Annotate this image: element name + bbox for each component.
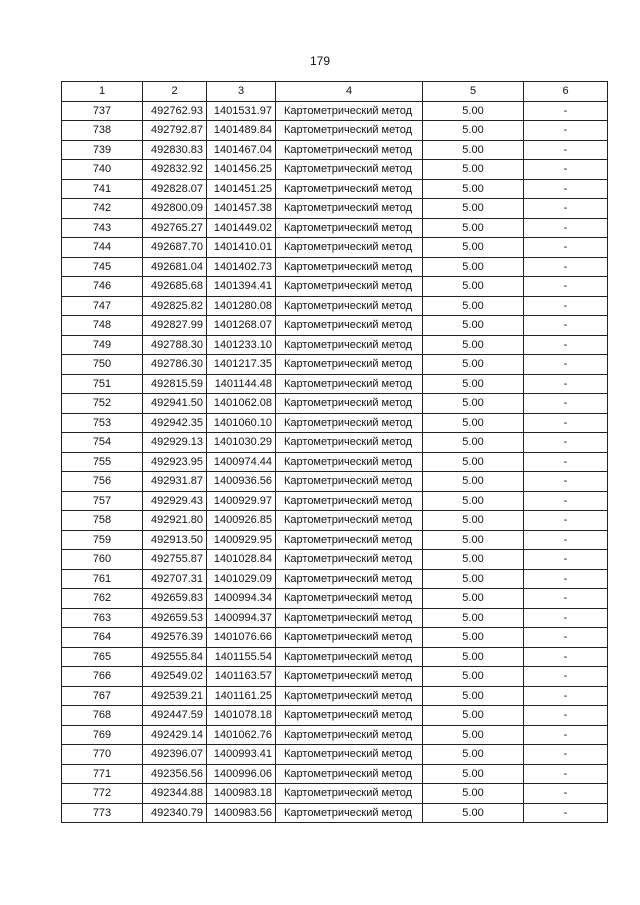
x-coordinate-cell: 492832.92 [143, 160, 207, 180]
table-row [62, 101, 608, 121]
note-cell: - [524, 238, 608, 258]
method-cell: Картометрический метод [276, 706, 423, 726]
y-coordinate-cell: 1400994.34 [207, 589, 276, 609]
x-coordinate-cell: 492762.93 [143, 101, 207, 121]
x-coordinate-cell: 492539.21 [143, 686, 207, 706]
table-row [62, 511, 608, 531]
accuracy-cell: 5.00 [423, 160, 524, 180]
table-row [62, 433, 608, 453]
method-cell: Картометрический метод [276, 316, 423, 336]
accuracy-cell: 5.00 [423, 257, 524, 277]
point-number-cell: 743 [62, 218, 143, 238]
table-row [62, 803, 608, 823]
y-coordinate-cell: 1401457.38 [207, 199, 276, 219]
table-row [62, 355, 608, 375]
coordinates-table [61, 81, 608, 823]
note-cell: - [524, 296, 608, 316]
note-cell: - [524, 355, 608, 375]
note-cell: - [524, 101, 608, 121]
point-number-cell: 769 [62, 725, 143, 745]
header-row [62, 82, 608, 102]
x-coordinate-cell: 492942.35 [143, 413, 207, 433]
point-number-cell: 753 [62, 413, 143, 433]
method-cell: Картометрический метод [276, 160, 423, 180]
y-coordinate-cell: 1401144.48 [207, 374, 276, 394]
note-cell: - [524, 608, 608, 628]
table-row [62, 335, 608, 355]
table-row [62, 316, 608, 336]
x-coordinate-cell: 492828.07 [143, 179, 207, 199]
point-number-cell: 738 [62, 121, 143, 141]
method-cell: Картометрический метод [276, 686, 423, 706]
point-number-cell: 737 [62, 101, 143, 121]
note-cell: - [524, 686, 608, 706]
x-coordinate-cell: 492681.04 [143, 257, 207, 277]
y-coordinate-cell: 1401394.41 [207, 277, 276, 297]
method-cell: Картометрический метод [276, 530, 423, 550]
accuracy-cell: 5.00 [423, 784, 524, 804]
table-row [62, 472, 608, 492]
x-coordinate-cell: 492765.27 [143, 218, 207, 238]
accuracy-cell: 5.00 [423, 316, 524, 336]
method-cell: Картометрический метод [276, 374, 423, 394]
method-cell: Картометрический метод [276, 803, 423, 823]
point-number-cell: 740 [62, 160, 143, 180]
method-cell: Картометрический метод [276, 101, 423, 121]
method-cell: Картометрический метод [276, 589, 423, 609]
accuracy-cell: 5.00 [423, 667, 524, 687]
table-row [62, 686, 608, 706]
note-cell: - [524, 803, 608, 823]
note-cell: - [524, 160, 608, 180]
accuracy-cell: 5.00 [423, 218, 524, 238]
method-cell: Картометрический метод [276, 335, 423, 355]
x-coordinate-cell: 492786.30 [143, 355, 207, 375]
table-row [62, 218, 608, 238]
note-cell: - [524, 725, 608, 745]
table-row [62, 491, 608, 511]
note-cell: - [524, 199, 608, 219]
point-number-cell: 756 [62, 472, 143, 492]
note-cell: - [524, 511, 608, 531]
point-number-cell: 755 [62, 452, 143, 472]
method-cell: Картометрический метод [276, 394, 423, 414]
note-cell: - [524, 316, 608, 336]
y-coordinate-cell: 1401155.54 [207, 647, 276, 667]
point-number-cell: 757 [62, 491, 143, 511]
accuracy-cell: 5.00 [423, 140, 524, 160]
note-cell: - [524, 628, 608, 648]
table-row [62, 589, 608, 609]
accuracy-cell: 5.00 [423, 355, 524, 375]
table-row [62, 179, 608, 199]
point-number-cell: 765 [62, 647, 143, 667]
page-number: 179 [309, 54, 331, 68]
x-coordinate-cell: 492913.50 [143, 530, 207, 550]
accuracy-cell: 5.00 [423, 803, 524, 823]
y-coordinate-cell: 1400929.97 [207, 491, 276, 511]
y-coordinate-cell: 1401456.25 [207, 160, 276, 180]
column-header-4: 4 [276, 82, 423, 102]
note-cell: - [524, 374, 608, 394]
note-cell: - [524, 569, 608, 589]
accuracy-cell: 5.00 [423, 179, 524, 199]
table-row [62, 647, 608, 667]
method-cell: Картометрический метод [276, 491, 423, 511]
y-coordinate-cell: 1401217.35 [207, 355, 276, 375]
method-cell: Картометрический метод [276, 745, 423, 765]
accuracy-cell: 5.00 [423, 121, 524, 141]
y-coordinate-cell: 1400929.95 [207, 530, 276, 550]
note-cell: - [524, 452, 608, 472]
table-row [62, 550, 608, 570]
table-row [62, 257, 608, 277]
method-cell: Картометрический метод [276, 296, 423, 316]
method-cell: Картометрический метод [276, 569, 423, 589]
x-coordinate-cell: 492659.83 [143, 589, 207, 609]
accuracy-cell: 5.00 [423, 745, 524, 765]
accuracy-cell: 5.00 [423, 101, 524, 121]
y-coordinate-cell: 1401402.73 [207, 257, 276, 277]
table-row [62, 296, 608, 316]
table-row [62, 667, 608, 687]
method-cell: Картометрический метод [276, 628, 423, 648]
column-header-6: 6 [524, 82, 608, 102]
method-cell: Картометрический метод [276, 667, 423, 687]
table-row [62, 199, 608, 219]
accuracy-cell: 5.00 [423, 725, 524, 745]
method-cell: Картометрический метод [276, 725, 423, 745]
table-row [62, 706, 608, 726]
y-coordinate-cell: 1401078.18 [207, 706, 276, 726]
accuracy-cell: 5.00 [423, 472, 524, 492]
y-coordinate-cell: 1401449.02 [207, 218, 276, 238]
point-number-cell: 748 [62, 316, 143, 336]
y-coordinate-cell: 1400996.06 [207, 764, 276, 784]
note-cell: - [524, 121, 608, 141]
accuracy-cell: 5.00 [423, 491, 524, 511]
point-number-cell: 761 [62, 569, 143, 589]
method-cell: Картометрический метод [276, 121, 423, 141]
point-number-cell: 750 [62, 355, 143, 375]
x-coordinate-cell: 492931.87 [143, 472, 207, 492]
x-coordinate-cell: 492447.59 [143, 706, 207, 726]
table-row [62, 784, 608, 804]
y-coordinate-cell: 1401062.76 [207, 725, 276, 745]
column-header-2: 2 [143, 82, 207, 102]
x-coordinate-cell: 492792.87 [143, 121, 207, 141]
y-coordinate-cell: 1400974.44 [207, 452, 276, 472]
note-cell: - [524, 472, 608, 492]
point-number-cell: 745 [62, 257, 143, 277]
point-number-cell: 762 [62, 589, 143, 609]
point-number-cell: 758 [62, 511, 143, 531]
y-coordinate-cell: 1401163.57 [207, 667, 276, 687]
method-cell: Картометрический метод [276, 433, 423, 453]
y-coordinate-cell: 1400926.85 [207, 511, 276, 531]
point-number-cell: 770 [62, 745, 143, 765]
accuracy-cell: 5.00 [423, 706, 524, 726]
x-coordinate-cell: 492755.87 [143, 550, 207, 570]
x-coordinate-cell: 492576.39 [143, 628, 207, 648]
method-cell: Картометрический метод [276, 218, 423, 238]
method-cell: Картометрический метод [276, 140, 423, 160]
accuracy-cell: 5.00 [423, 433, 524, 453]
table-row [62, 530, 608, 550]
table-row [62, 764, 608, 784]
point-number-cell: 763 [62, 608, 143, 628]
note-cell: - [524, 335, 608, 355]
note-cell: - [524, 218, 608, 238]
note-cell: - [524, 764, 608, 784]
point-number-cell: 764 [62, 628, 143, 648]
table-body [62, 101, 608, 823]
accuracy-cell: 5.00 [423, 530, 524, 550]
point-number-cell: 760 [62, 550, 143, 570]
point-number-cell: 742 [62, 199, 143, 219]
accuracy-cell: 5.00 [423, 374, 524, 394]
accuracy-cell: 5.00 [423, 511, 524, 531]
y-coordinate-cell: 1401060.10 [207, 413, 276, 433]
note-cell: - [524, 257, 608, 277]
method-cell: Картометрический метод [276, 257, 423, 277]
accuracy-cell: 5.00 [423, 394, 524, 414]
column-header-1: 1 [62, 82, 143, 102]
method-cell: Картометрический метод [276, 511, 423, 531]
y-coordinate-cell: 1401531.97 [207, 101, 276, 121]
y-coordinate-cell: 1401233.10 [207, 335, 276, 355]
x-coordinate-cell: 492929.13 [143, 433, 207, 453]
method-cell: Картометрический метод [276, 647, 423, 667]
point-number-cell: 767 [62, 686, 143, 706]
x-coordinate-cell: 492687.70 [143, 238, 207, 258]
x-coordinate-cell: 492815.59 [143, 374, 207, 394]
x-coordinate-cell: 492396.07 [143, 745, 207, 765]
note-cell: - [524, 550, 608, 570]
x-coordinate-cell: 492941.50 [143, 394, 207, 414]
x-coordinate-cell: 492344.88 [143, 784, 207, 804]
x-coordinate-cell: 492707.31 [143, 569, 207, 589]
note-cell: - [524, 413, 608, 433]
method-cell: Картометрический метод [276, 608, 423, 628]
method-cell: Картометрический метод [276, 355, 423, 375]
note-cell: - [524, 784, 608, 804]
y-coordinate-cell: 1401489.84 [207, 121, 276, 141]
method-cell: Картометрический метод [276, 179, 423, 199]
method-cell: Картометрический метод [276, 199, 423, 219]
point-number-cell: 771 [62, 764, 143, 784]
point-number-cell: 744 [62, 238, 143, 258]
y-coordinate-cell: 1401028.84 [207, 550, 276, 570]
accuracy-cell: 5.00 [423, 199, 524, 219]
y-coordinate-cell: 1401467.04 [207, 140, 276, 160]
x-coordinate-cell: 492549.02 [143, 667, 207, 687]
point-number-cell: 759 [62, 530, 143, 550]
x-coordinate-cell: 492830.83 [143, 140, 207, 160]
note-cell: - [524, 394, 608, 414]
note-cell: - [524, 140, 608, 160]
y-coordinate-cell: 1400936.56 [207, 472, 276, 492]
method-cell: Картометрический метод [276, 472, 423, 492]
note-cell: - [524, 706, 608, 726]
accuracy-cell: 5.00 [423, 647, 524, 667]
point-number-cell: 773 [62, 803, 143, 823]
x-coordinate-cell: 492356.56 [143, 764, 207, 784]
y-coordinate-cell: 1400993.41 [207, 745, 276, 765]
table-row [62, 277, 608, 297]
method-cell: Картометрический метод [276, 277, 423, 297]
point-number-cell: 741 [62, 179, 143, 199]
x-coordinate-cell: 492555.84 [143, 647, 207, 667]
table-row [62, 569, 608, 589]
x-coordinate-cell: 492800.09 [143, 199, 207, 219]
y-coordinate-cell: 1401029.09 [207, 569, 276, 589]
x-coordinate-cell: 492429.14 [143, 725, 207, 745]
table-row [62, 725, 608, 745]
table-row [62, 160, 608, 180]
note-cell: - [524, 667, 608, 687]
note-cell: - [524, 647, 608, 667]
y-coordinate-cell: 1401280.08 [207, 296, 276, 316]
point-number-cell: 752 [62, 394, 143, 414]
accuracy-cell: 5.00 [423, 608, 524, 628]
x-coordinate-cell: 492788.30 [143, 335, 207, 355]
accuracy-cell: 5.00 [423, 764, 524, 784]
x-coordinate-cell: 492827.99 [143, 316, 207, 336]
accuracy-cell: 5.00 [423, 238, 524, 258]
table-row [62, 745, 608, 765]
accuracy-cell: 5.00 [423, 296, 524, 316]
table-header [62, 82, 608, 102]
method-cell: Картометрический метод [276, 784, 423, 804]
accuracy-cell: 5.00 [423, 277, 524, 297]
y-coordinate-cell: 1401268.07 [207, 316, 276, 336]
accuracy-cell: 5.00 [423, 589, 524, 609]
point-number-cell: 747 [62, 296, 143, 316]
y-coordinate-cell: 1401451.25 [207, 179, 276, 199]
x-coordinate-cell: 492659.53 [143, 608, 207, 628]
point-number-cell: 768 [62, 706, 143, 726]
x-coordinate-cell: 492923.95 [143, 452, 207, 472]
note-cell: - [524, 745, 608, 765]
table-row [62, 413, 608, 433]
table-row [62, 628, 608, 648]
point-number-cell: 751 [62, 374, 143, 394]
column-header-5: 5 [423, 82, 524, 102]
y-coordinate-cell: 1401030.29 [207, 433, 276, 453]
table-row [62, 452, 608, 472]
x-coordinate-cell: 492825.82 [143, 296, 207, 316]
table-row [62, 374, 608, 394]
y-coordinate-cell: 1401076.66 [207, 628, 276, 648]
y-coordinate-cell: 1401161.25 [207, 686, 276, 706]
accuracy-cell: 5.00 [423, 550, 524, 570]
note-cell: - [524, 530, 608, 550]
column-header-3: 3 [207, 82, 276, 102]
y-coordinate-cell: 1400994.37 [207, 608, 276, 628]
point-number-cell: 746 [62, 277, 143, 297]
accuracy-cell: 5.00 [423, 569, 524, 589]
note-cell: - [524, 433, 608, 453]
table-row [62, 394, 608, 414]
method-cell: Картометрический метод [276, 238, 423, 258]
accuracy-cell: 5.00 [423, 628, 524, 648]
method-cell: Картометрический метод [276, 452, 423, 472]
point-number-cell: 739 [62, 140, 143, 160]
table-row [62, 121, 608, 141]
note-cell: - [524, 491, 608, 511]
accuracy-cell: 5.00 [423, 686, 524, 706]
table-row [62, 140, 608, 160]
note-cell: - [524, 589, 608, 609]
accuracy-cell: 5.00 [423, 452, 524, 472]
y-coordinate-cell: 1400983.56 [207, 803, 276, 823]
point-number-cell: 749 [62, 335, 143, 355]
note-cell: - [524, 179, 608, 199]
y-coordinate-cell: 1401062.08 [207, 394, 276, 414]
coordinates-table-container [61, 81, 608, 823]
table-row [62, 608, 608, 628]
accuracy-cell: 5.00 [423, 335, 524, 355]
x-coordinate-cell: 492340.79 [143, 803, 207, 823]
accuracy-cell: 5.00 [423, 413, 524, 433]
x-coordinate-cell: 492921.80 [143, 511, 207, 531]
point-number-cell: 754 [62, 433, 143, 453]
table-row [62, 238, 608, 258]
point-number-cell: 772 [62, 784, 143, 804]
x-coordinate-cell: 492685.68 [143, 277, 207, 297]
x-coordinate-cell: 492929.43 [143, 491, 207, 511]
method-cell: Картометрический метод [276, 764, 423, 784]
method-cell: Картометрический метод [276, 550, 423, 570]
y-coordinate-cell: 1400983.18 [207, 784, 276, 804]
y-coordinate-cell: 1401410.01 [207, 238, 276, 258]
method-cell: Картометрический метод [276, 413, 423, 433]
note-cell: - [524, 277, 608, 297]
point-number-cell: 766 [62, 667, 143, 687]
